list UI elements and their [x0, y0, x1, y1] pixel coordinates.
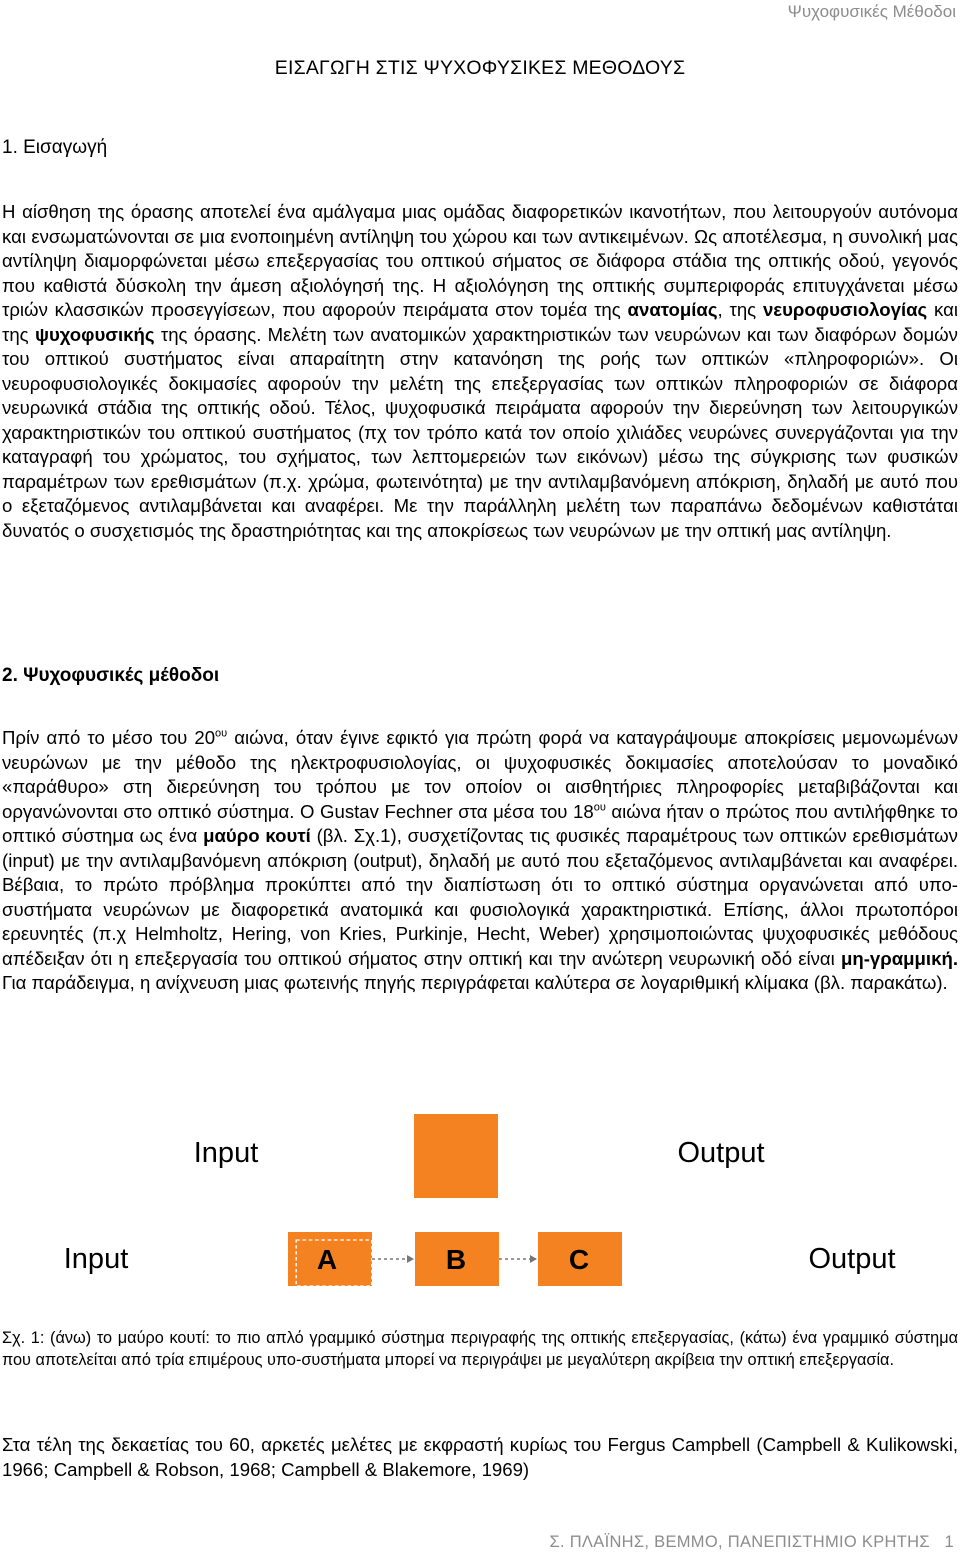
bold-term-anatomy: ανατομίας — [627, 299, 718, 320]
text-run: αιώνα, όταν έγινε εφικτό για πρώτη φορά να καταγράψουμε αποκρίσεις μεμονωμένων νευρώνων με την μέθοδο της ηλεκτροφυσιολογίας, οι ψυχοφυσικές δοκιμασίες αποτελούσαν το μοναδικό «παράθυρο» στη διερεύνηση του τρόπου με τον οποίον οι αισθητήριες πληροφορίες μεταβιβάζονται και οργανώνονται στο οπτικό σύστημα. Ο Gustav Fechner στα μέσα του 18 — [2, 727, 958, 822]
text-run: και της — [2, 299, 958, 345]
subsystem-b-label: B — [445, 1244, 467, 1275]
superscript: ου — [593, 800, 606, 813]
section-2-heading: 2. Ψυχοφυσικές μέθοδοι — [2, 665, 220, 686]
section-1-heading: 1. Εισαγωγή — [2, 137, 108, 158]
document-title: ΕΙΣΑΓΩΓΗ ΣΤΙΣ ΨΥΧΟΦΥΣΙΚΕΣ ΜΕΘΟΔΟΥΣ — [274, 57, 686, 79]
subsystem-a-label: A — [316, 1244, 338, 1275]
text-run: αιώνα ήταν ο πρώτος που αντιλήφθηκε το οπτικό σύστημα ως ένα — [2, 800, 958, 846]
section-2-paragraph — [2, 726, 958, 996]
page-footer — [549, 1533, 954, 1552]
top-input-label: Input — [193, 1137, 259, 1169]
black-box-figure — [0, 1100, 960, 1310]
page-number: 1 — [944, 1533, 954, 1551]
bottom-output-label: Output — [808, 1243, 896, 1275]
text-run: Πρίν από το μέσο του 20 — [2, 727, 216, 748]
bottom-input-label: Input — [63, 1243, 129, 1275]
superscript: ου — [215, 727, 228, 740]
running-header: Ψυχοφυσικές Μέθοδοι — [787, 2, 956, 21]
figure-caption: Σχ. 1: (άνω) το μαύρο κουτί: το πιο απλό γραμμικό σύστημα περιγραφής της οπτικής επεξεργασίας, (κάτω) ένα γραμμικό σύστημα που αποτελείται από τρία επιμέρους υπο-συστήματα μπορεί να περιγράψει με μεγαλύτερη ακρίβεια την οπτική επεξεργασία. — [2, 1329, 958, 1369]
bold-term-black-box: μαύρο κουτί — [203, 825, 311, 846]
bold-term-nonlinear: μη-γραμμική. — [840, 947, 958, 969]
text-run: της όρασης. Μελέτη των ανατομικών χαρακτηριστικών των νευρώνων και των διαφόρων δομών του οπτικού συστήματος είναι απαραίτητη στην κατανόηση της ροής των οπτικών «πληροφοριών». Οι νευροφυσιολογικές δοκιμασίες αφορούν την μελέτη της επεξεργασίας των οπτικών πληροφοριών σε διάφορα νευρωνικά στάδια της οπτικής οδού. Τέλος, ψυχοφυσικά πειράματα αφορούν την διερεύνηση των λειτουργικών χαρακτηριστικών του οπτικού συστήματος (πχ τον τρόπο κατά τον οποίο χιλιάδες νευρώνες συνεργάζονται για την καταγραφή του χρώματος, του σχήματος, των λεπτομερειών των εικόνων) μέσω της σύγκρισης των φυσικών παραμέτρων των ερεθισμάτων (π.χ. χρώμα, φωτεινότητα) με την αντιλαμβανόμενη απόκριση, δηλαδή με αυτό που ο εξεταζόμενος αντιλαμβάνεται και αναφέρει. Με την παράλληλη μελέτη των παραπάνω δεδομένων καθιστάται δυνατός ο συσχετισμός της δραστηριότητας και της αποκρίσεως των νευρώνων με την οπτική μας αντίληψη. — [2, 323, 958, 541]
footer-text: Σ. ΠΛΑΪΝΗΣ, ΒΕΜΜΟ, ΠΑΝΕΠΙΣΤΗΜΙΟ ΚΡΗΤΗΣ — [549, 1533, 930, 1551]
text-run: Για παράδειγμα, η ανίχνευση μιας φωτεινής πηγής περιγράφεται καλύτερα σε λογαριθμική κλίμακα (βλ. παρακάτω). — [2, 972, 948, 993]
black-box-rect — [414, 1114, 498, 1198]
text-run: Η αίσθηση της όρασης αποτελεί ένα αμάλγαμα μιας ομάδας διαφορετικών ικανοτήτων, που λειτουργούν αυτόνομα και ενσωματώνονται σε μια ενοποιημένη αντίληψη του χώρου και των αντικειμένων. Ως αποτέλεσμα, η συνολική μας αντίληψη διαμορφώνεται μέσω επεξεργασίας του οπτικού σήματος σε διάφορα στάδια της οπτικής οδού, γεγονός που καθιστά δύσκολη την άμεση αξιολόγησή της. Η αξιολόγηση της οπτικής συμπεριφοράς επιτυγχάνεται μέσω τριών κλασσικών προσεγγίσεων, που αφορούν πειράματα στον τομέα της — [2, 201, 958, 320]
closing-paragraph: Στα τέλη της δεκαετίας του 60, αρκετές μελέτες με εκφραστή κυρίως του Fergus Campbell (Campbell & Kulikowski, 1966; Campbell & Robson, 1968; Campbell & Blakemore, 1969) — [2, 1434, 958, 1480]
section-1-paragraph — [2, 200, 958, 543]
text-run: , της — [717, 299, 763, 320]
bold-term-neurophysiology: νευροφυσιολογίας — [762, 299, 928, 320]
top-output-label: Output — [677, 1137, 765, 1169]
bold-term-psychophysics: ψυχοφυσικής — [34, 323, 155, 345]
text-run: (βλ. Σχ.1), συσχετίζοντας τις φυσικές παραμέτρους των οπτικών ερεθισμάτων (input) με την αντιλαμβανόμενη απόκριση (output), δηλαδή με αυτό που εξεταζόμενος αντιλαμβάνεται και αναφέρει. Βέβαια, το πρώτο πρόβλημα προκύπτει από την διαπίστωση ότι το οπτικό σύστημα οργανώνεται από υπο-συστήματα νευρώνων με διαφορετικά ανατομικά και φυσιολογικά χαρακτηριστικά. Επίσης, άλλοι πρωτοπόροι ερευνητές (π.χ Helmholtz, Hering, von Kries, Purkinje, Hecht, Weber) χρησιμοποιώντας ψυχοφυσικές μεθόδους απέδειξαν ότι η επεξεργασία του οπτικού σήματος στην οπτική και την ανώτερη νευρωνική οδό είναι — [2, 825, 958, 969]
subsystem-c-label: C — [568, 1244, 590, 1275]
